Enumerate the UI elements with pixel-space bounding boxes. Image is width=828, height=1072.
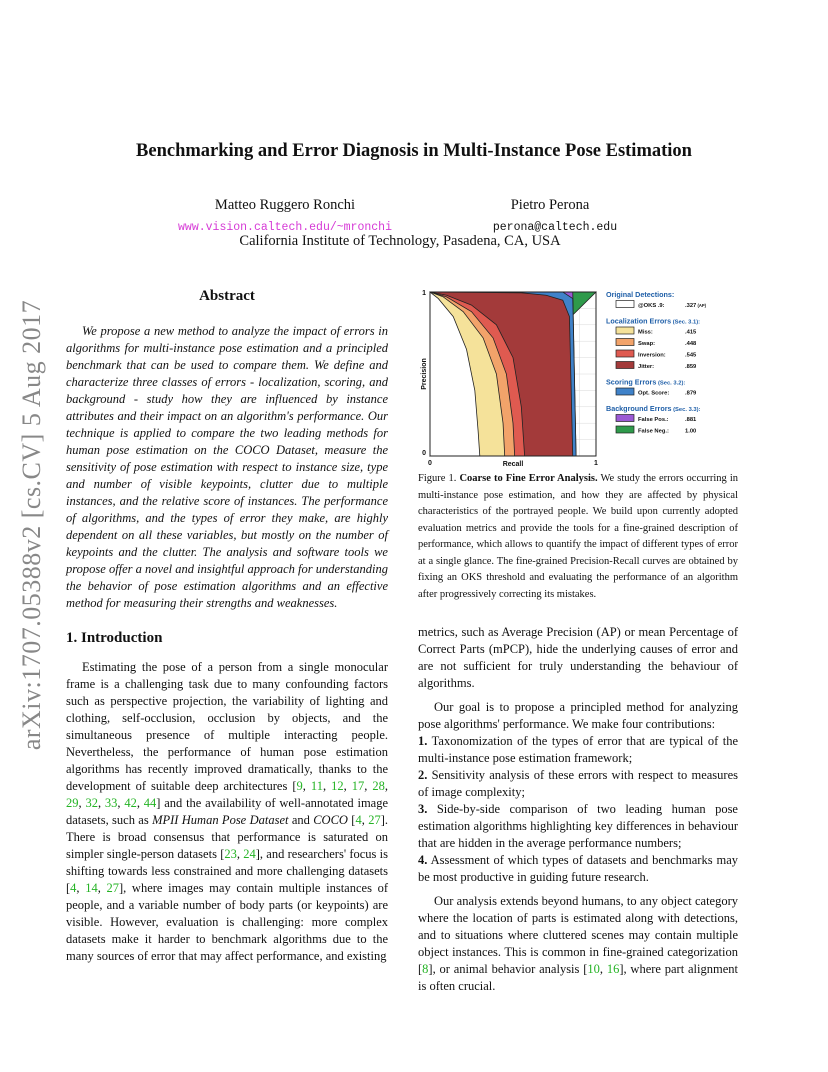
author-name: Matteo Ruggero Ronchi [214,197,356,213]
citation-link[interactable]: 11 [310,779,323,793]
y-tick-label: 1 [422,290,426,297]
citation-link[interactable]: 10 [587,962,600,976]
contribution-item [418,801,738,852]
abstract-body [66,323,388,612]
legend-value: .859 [685,364,697,370]
legend-label: Swap: [638,341,656,347]
contribution-number: 2. [418,768,428,782]
section-heading: 1. Introduction [66,630,163,646]
right-column-text [418,624,738,1002]
legend-note: (AP) [696,303,707,308]
figure-1 [418,284,748,474]
contribution-number: 4. [418,853,428,867]
legend-value: .448 [685,341,697,347]
legend-section-ref: (Sec. 3.1): [671,319,701,326]
legend-label: Miss: [638,329,653,336]
figure-caption [418,471,738,603]
contribution-item [418,733,738,767]
intro-body [66,659,388,965]
legend-label: Inversion: [638,352,666,359]
citation-link[interactable]: 32 [85,796,98,810]
legend-label: False Pos.: [638,417,669,423]
plot-area [430,292,596,456]
abstract-text: We propose a new method to analyze the impact of errors in algorithms for multi-instance pose estimation and a principled benchmark that can be used to compare them. We define and characterize three classes of errors - localization, scoring, and background - study how they are influenced by instance attributes and their impact on an algorithm's performance. Our technique is applied to compare the two leading methods for human pose estimation on the COCO Dataset, measure the sensitivity of pose estimation with respect to instance size, type and number of visible keypoints, clutter due to multiple instances, and the relative score of instances. The performance of algorithms, and the types of error they make, are highly dependent on all these variables, but mostly on the number of keypoints and the clutter. The analysis and software tools we propose offer a novel and insightful approach for understanding the behavior of pose estimation algorithms and an effective method for measuring their strengths and weaknesses. [66,324,388,610]
affiliation: California Institute of Technology, Pasadena, CA, USA [239,233,561,249]
legend-group-title: Background Errors (Sec. 3.3): [606,404,701,413]
precision-recall-chart [418,284,748,474]
citation-link[interactable]: 24 [243,847,256,861]
paper-title: Benchmarking and Error Diagnosis in Multi-Instance Pose Estimation [136,141,692,161]
citation-link[interactable]: 23 [224,847,237,861]
x-tick-label: 1 [594,460,598,467]
paragraph: Our analysis extends beyond humans, to any object category where the location of parts is estimated along with detections, and to situations where cluttered scenes may contain multiple object instances. This is common in fine-grained categorization [8], or animal behavior analysis [10, 16], where part alignment is often crucial. [418,894,738,993]
author-block-2 [470,197,630,214]
legend-section-ref: (Sec. 3.3): [671,407,701,413]
legend-value: 1.00 [685,428,697,435]
legend-group-title: Localization Errors (Sec. 3.1): [606,316,701,326]
paragraph: Our goal is to propose a principled method for analyzing pose algorithms' performance. We make four contributions: [418,700,738,731]
citation-link[interactable]: 4 [355,813,362,827]
citation-link[interactable]: 33 [104,796,118,810]
contribution-text: Side-by-side comparison of two leading human pose estimation algorithms highlighting key differences in behaviour that are hidden in the average performance numbers; [418,802,738,850]
legend-label: @OKS .9: [638,303,665,309]
x-tick-label: 0 [428,460,432,467]
citation-link[interactable]: 9 [296,779,303,793]
contribution-text: Taxonomization of the types of error that are typical of the multi-instance pose estimation framework; [418,734,738,765]
author-block-1 [190,197,380,214]
y-tick-label: 0 [422,450,426,457]
citation-link[interactable]: 42 [124,796,137,810]
citation-link[interactable]: 4 [70,881,77,895]
caption-title: Coarse to Fine Error Analysis. [459,473,598,484]
paragraph: metrics, such as Average Precision (AP) or mean Percentage of Correct Parts (mPCP), hide the underlying causes of error and are not sufficient for truly understanding the behaviour of algorithms. [418,625,738,690]
legend-label: Opt. Score: [638,390,670,397]
legend-label: Jitter: [638,364,655,370]
arxiv-identifier-text: arXiv:1707.05388v2 [cs.CV] 5 Aug 2017 [17,299,46,751]
caption-text: We study the errors occurring in multi-instance pose estimation, and how they are affected by physical characteristics of the portrayed people. We build upon currently adopted evaluation metrics and provide the tools for a fine-grained description of performance, which allows to quantify the impact of different types of error at a single glance. The fine-grained Precision-Recall curves are obtained by fixing an OKS threshold and evaluating the performance of an algorithm after progressively correcting its mistakes. [418,473,739,600]
legend-value: .327 (AP) [685,303,707,309]
legend-group-title: Scoring Errors (Sec. 3.2): [606,377,686,387]
citation-link[interactable]: 16 [606,962,620,976]
legend-swatch [616,327,634,334]
y-axis-label: Precision [421,358,428,390]
abstract-heading: Abstract [199,288,255,304]
chart-legend [606,290,707,435]
author-homepage-link[interactable]: www.vision.caltech.edu/~mronchi [178,221,392,234]
legend-swatch [616,301,634,308]
citation-link[interactable]: 14 [85,881,98,895]
citation-link[interactable]: 8 [422,962,429,976]
contribution-number: 3. [418,802,428,816]
citation-link[interactable]: 44 [143,796,157,810]
author-name: Pietro Perona [510,197,590,213]
legend-swatch [616,426,634,433]
arxiv-identifier [12,290,52,760]
dataset-name-coco: COCO [313,813,348,827]
legend-value: .881 [685,417,697,423]
citation-link[interactable]: 27 [368,813,381,827]
contribution-list [418,733,738,886]
contribution-number: 1. [418,734,428,748]
legend-swatch [616,362,634,369]
legend-label: False Neg.: [638,428,669,435]
citation-link[interactable]: 29 [66,796,79,810]
legend-swatch [616,350,634,357]
legend-swatch [616,339,634,346]
citation-link[interactable]: 28 [372,779,385,793]
contribution-item [418,852,738,886]
contribution-text: Sensitivity analysis of these errors with respect to measures of image complexity; [418,768,738,799]
author-email: perona@caltech.edu [492,221,618,234]
legend-value: .879 [685,390,697,397]
legend-section-ref: (Sec. 3.2): [656,380,686,387]
caption-label: Figure 1. [418,473,457,484]
legend-swatch [616,415,634,422]
contribution-text: Assessment of which types of datasets and benchmarks may be most productive in guiding future research. [418,853,738,884]
citation-link[interactable]: 12 [331,779,344,793]
intro-paragraph: Estimating the pose of a person from a single monocular frame is a challenging task due to many confounding factors such as perspective projection, the variability of lighting and clothing, self-occlusion, occlusion by objects, and the simultaneous presence of multiple interacting people. Nevertheless, the performance of human pose estimation algorithms has recently improved dramatically, thanks to the development of suitable deep architectures [9, 11, 12, 17, 28, 29, 32, 33, 42, 44] and the availability of well-annotated image datasets, such as MPII Human Pose Dataset and COCO [4, 27]. There is broad consensus that performance is saturated on simpler single-person datasets [23, 24], and researchers' focus is shifting towards less constrained and more challenging datasets [4, 14, 27], where images may contain multiple instances of people, and a variable number of body parts (or keypoints) are visible. However, evaluation is challenging: more complex datasets make it harder to benchmark algorithms due to the many sources of error that may affect performance, and existing [66,660,389,963]
legend-group-title: Original Detections: [606,290,675,299]
legend-value: .415 [685,329,697,336]
x-axis-label: Recall [502,461,524,468]
legend-value: .545 [685,352,697,359]
contribution-item [418,767,738,801]
legend-swatch [616,388,634,395]
citation-link[interactable]: 27 [106,881,119,895]
dataset-name-mpii: MPII Human Pose Dataset [152,813,289,827]
citation-link[interactable]: 17 [351,779,365,793]
